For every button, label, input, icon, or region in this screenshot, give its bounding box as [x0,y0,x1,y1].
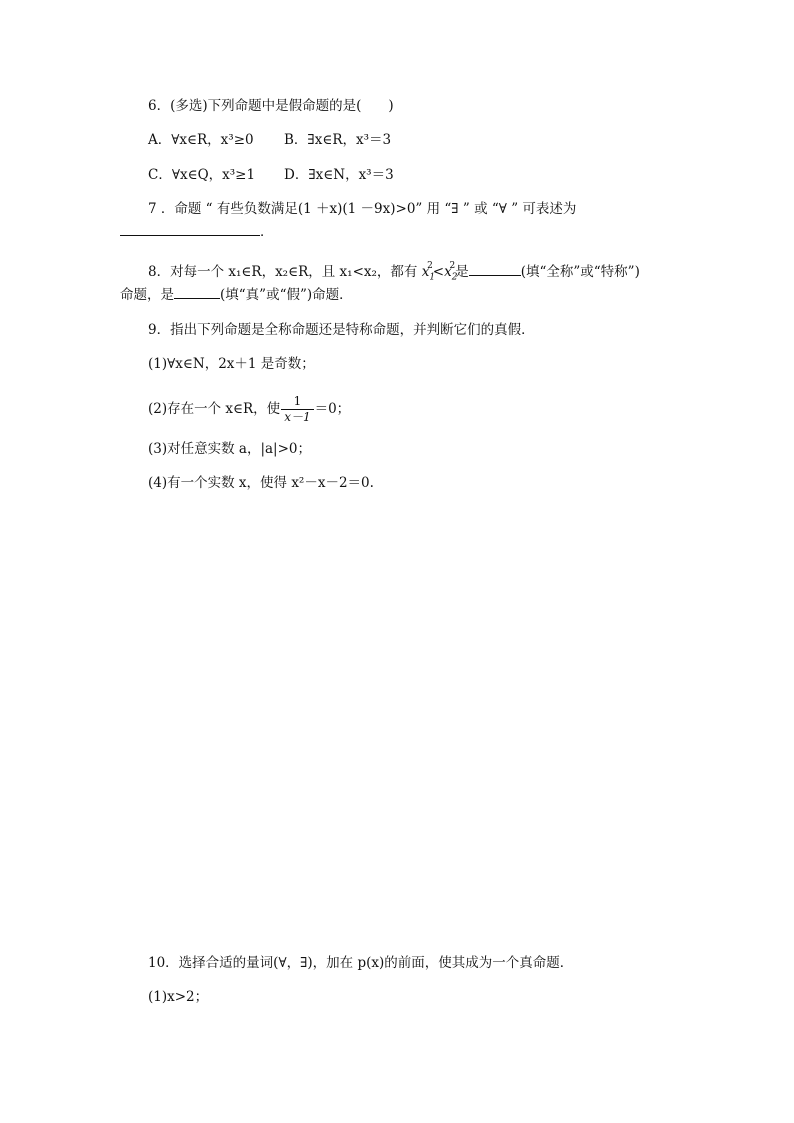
q8-line2 [120,285,353,305]
q8-line1-b: 是 [455,264,469,280]
q6-option-c: C．∀x∈Q，x³≥1 [148,167,256,183]
q7-line2 [120,222,274,242]
q9-part-3: (3)对任意实数 a，|a|>0； [148,441,312,457]
q9-part-1: (1)∀x∈N，2x＋1 是奇数； [148,356,315,372]
q9-part-2-a: (2)存在一个 x∈R，使 [148,401,281,417]
q8-line1 [148,262,640,288]
q9-fraction-num: 1 [293,394,302,408]
q8-blank-2[interactable] [174,298,220,299]
q6-option-d: D．∃x∈N，x³＝3 [284,167,394,183]
q6-stem: 6．(多选)下列命题中是假命题的是( ) [148,98,394,114]
q6-option-b: B．∃x∈R，x³＝3 [284,132,392,148]
q7-line2-end: ． [260,224,274,240]
q8-line1-c: (填“全称”或“特称”) [520,264,640,280]
q9-part-2 [148,394,350,425]
q8-line2-a: 命题，是 [120,287,174,303]
q10-stem: 10．选择合适的量词(∀，∃)，加在 p(x)的前面，使其成为一个真命题． [148,955,574,971]
q9-stem: 9．指出下列命题是全称命题还是特称命题，并判断它们的真假． [148,322,535,338]
q7-line1: 7 ．命题 “ 有些负数满足(1 ＋x)(1 －9x)>0” 用 “∃ ” 或 “∀ ” 可表述为 [148,201,577,217]
q9-fraction [281,394,313,425]
q8-line1-a: 8．对每一个 x₁∈R，x₂∈R，且 x₁<x₂，都有 [148,264,422,280]
q6-option-a: A．∀x∈R，x³≥0 [148,132,254,148]
q9-part-2-b: ＝0； [314,401,351,417]
q8-inequality: $x_1^2<x_2^2$ [421,261,458,283]
q8-line2-b: (填“真”或“假”)命题． [220,287,353,303]
q7-answer-blank[interactable] [120,235,260,236]
q8-blank-1[interactable] [469,275,521,276]
q9-fraction-den: x－1 [281,409,313,425]
q9-part-4: (4)有一个实数 x，使得 x²－x－2＝0. [148,475,374,491]
q10-part-1: (1)x>2； [148,989,209,1005]
